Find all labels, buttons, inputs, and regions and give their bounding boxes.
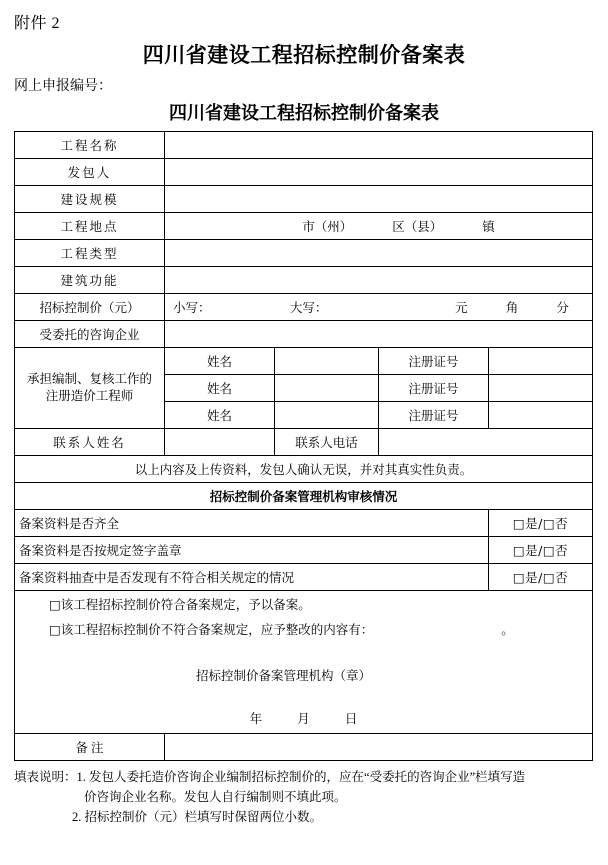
label-project-location: 工程地点 bbox=[15, 213, 165, 240]
field-contact-phone[interactable] bbox=[379, 429, 593, 456]
field-construction-scale[interactable] bbox=[165, 186, 593, 213]
label-engineers bbox=[15, 348, 165, 429]
table-row-contact bbox=[15, 429, 593, 456]
label-control-price: 招标控制价（元） bbox=[15, 294, 165, 321]
label-engineer-name-3: 姓名 bbox=[165, 402, 275, 429]
organization-signature-line: 招标控制价备案管理机构（章） bbox=[195, 669, 371, 683]
field-consultant[interactable] bbox=[165, 321, 593, 348]
field-engineer-cert-2[interactable] bbox=[489, 375, 593, 402]
instruction-1-line1: 1. 发包人委托造价咨询企业编制招标控制价的，应在“受委托的咨询企业”栏填写造 bbox=[76, 770, 526, 784]
conclusion-option-compliant[interactable]: □该工程招标控制价符合备案规定，予以备案。 bbox=[49, 597, 311, 612]
confirmation-statement: 以上内容及上传资料，发包人确认无误，并对其真实性负责。 bbox=[15, 456, 593, 483]
table-row-audit-item-3 bbox=[15, 564, 593, 591]
label-engineers-line1: 承担编制、复核工作的 bbox=[26, 372, 152, 387]
field-project-name[interactable] bbox=[165, 132, 593, 159]
field-engineer-cert-1[interactable] bbox=[489, 348, 593, 375]
location-town: 镇 bbox=[482, 220, 495, 234]
conclusion-option-noncompliant-text: □该工程招标控制价不符合备案规定，应予整改的内容有： bbox=[49, 622, 374, 637]
conclusion-block bbox=[15, 591, 593, 734]
conclusion-option-noncompliant[interactable] bbox=[19, 617, 588, 642]
audit-item-checkbox-1[interactable]: □是/□否 bbox=[489, 510, 593, 537]
audit-item-label-2: 备案资料是否按规定签字盖章 bbox=[15, 537, 489, 564]
label-engineer-cert-1: 注册证号 bbox=[379, 348, 489, 375]
label-engineers-line2: 注册造价工程师 bbox=[45, 389, 134, 403]
table-row-consultant bbox=[15, 321, 593, 348]
table-row-project-name bbox=[15, 132, 593, 159]
label-engineer-cert-3: 注册证号 bbox=[379, 402, 489, 429]
table-row-remark bbox=[15, 734, 593, 761]
unit-jiao: 角 bbox=[505, 301, 519, 315]
date-day-label: 日 bbox=[344, 712, 358, 726]
field-project-location[interactable] bbox=[165, 213, 593, 240]
signature-date-line bbox=[19, 689, 588, 732]
page-title: 四川省建设工程招标控制价备案表 bbox=[142, 44, 466, 67]
date-month-label: 月 bbox=[297, 712, 310, 726]
label-engineer-name-2: 姓名 bbox=[165, 375, 275, 402]
table-row-audit-item-1 bbox=[15, 510, 593, 537]
audit-section-title: 招标控制价备案管理机构审核情况 bbox=[15, 483, 593, 510]
table-row-project-type bbox=[15, 240, 593, 267]
date-year-label: 年 bbox=[249, 712, 263, 726]
location-district: 区（县） bbox=[392, 220, 443, 234]
online-declaration-number-label: 网上申报编号： bbox=[14, 79, 112, 94]
label-building-function: 建筑功能 bbox=[15, 267, 165, 294]
field-engineer-cert-3[interactable] bbox=[489, 402, 593, 429]
label-remark: 备 注 bbox=[15, 734, 165, 761]
audit-item-label-1: 备案资料是否齐全 bbox=[15, 510, 489, 537]
table-row-audit-title bbox=[15, 483, 593, 510]
instruction-2-line1: 2. 招标控制价（元）栏填写时保留两位小数。 bbox=[72, 810, 323, 824]
field-engineer-name-3[interactable] bbox=[275, 402, 379, 429]
label-engineer-name-1: 姓名 bbox=[165, 348, 275, 375]
label-uppercase-amount: 大写： bbox=[289, 301, 328, 315]
unit-fen: 分 bbox=[556, 301, 569, 315]
field-employer[interactable] bbox=[165, 159, 593, 186]
audit-item-checkbox-3[interactable]: □是/□否 bbox=[489, 564, 593, 591]
table-row-confirmation bbox=[15, 456, 593, 483]
audit-item-label-3: 备案资料抽查中是否发现有不符合相关规定的情况 bbox=[15, 564, 489, 591]
instructions-title: 填表说明： bbox=[14, 770, 77, 784]
label-employer: 发包人 bbox=[15, 159, 165, 186]
unit-yuan: 元 bbox=[455, 301, 468, 315]
table-row-engineer-1 bbox=[15, 348, 593, 375]
label-project-name: 工程名称 bbox=[15, 132, 165, 159]
audit-item-checkbox-2[interactable]: □是/□否 bbox=[489, 537, 593, 564]
label-project-type: 工程类型 bbox=[15, 240, 165, 267]
instruction-1-line2: 价咨询企业名称。发包人自行编制则不填此项。 bbox=[84, 790, 347, 804]
label-contact-name: 联系人姓名 bbox=[15, 429, 165, 456]
label-contact-phone: 联系人电话 bbox=[275, 429, 379, 456]
table-row-conclusion bbox=[15, 591, 593, 734]
field-engineer-name-2[interactable] bbox=[275, 375, 379, 402]
attachment-number: 附件 2 bbox=[14, 15, 61, 32]
table-row-audit-item-2 bbox=[15, 537, 593, 564]
location-city: 市（州） bbox=[302, 220, 353, 234]
label-engineer-cert-2: 注册证号 bbox=[379, 375, 489, 402]
table-row-building-function bbox=[15, 267, 593, 294]
table-row-project-location bbox=[15, 213, 593, 240]
field-project-type[interactable] bbox=[165, 240, 593, 267]
field-building-function[interactable] bbox=[165, 267, 593, 294]
table-row-construction-scale bbox=[15, 186, 593, 213]
field-engineer-name-1[interactable] bbox=[275, 348, 379, 375]
conclusion-option-noncompliant-tail: 。 bbox=[501, 622, 514, 637]
field-contact-name[interactable] bbox=[165, 429, 275, 456]
form-title: 四川省建设工程招标控制价备案表 bbox=[169, 103, 439, 123]
form-instructions bbox=[14, 767, 592, 827]
field-remark[interactable] bbox=[165, 734, 593, 761]
label-consultant: 受委托的咨询企业 bbox=[15, 321, 165, 348]
table-row-control-price bbox=[15, 294, 593, 321]
instruction-line-1 bbox=[14, 767, 592, 787]
field-control-price[interactable] bbox=[165, 294, 593, 321]
label-lowercase-amount: 小写： bbox=[173, 301, 211, 315]
table-row-employer bbox=[15, 159, 593, 186]
filing-form-table bbox=[14, 131, 593, 761]
label-construction-scale: 建设规模 bbox=[15, 186, 165, 213]
